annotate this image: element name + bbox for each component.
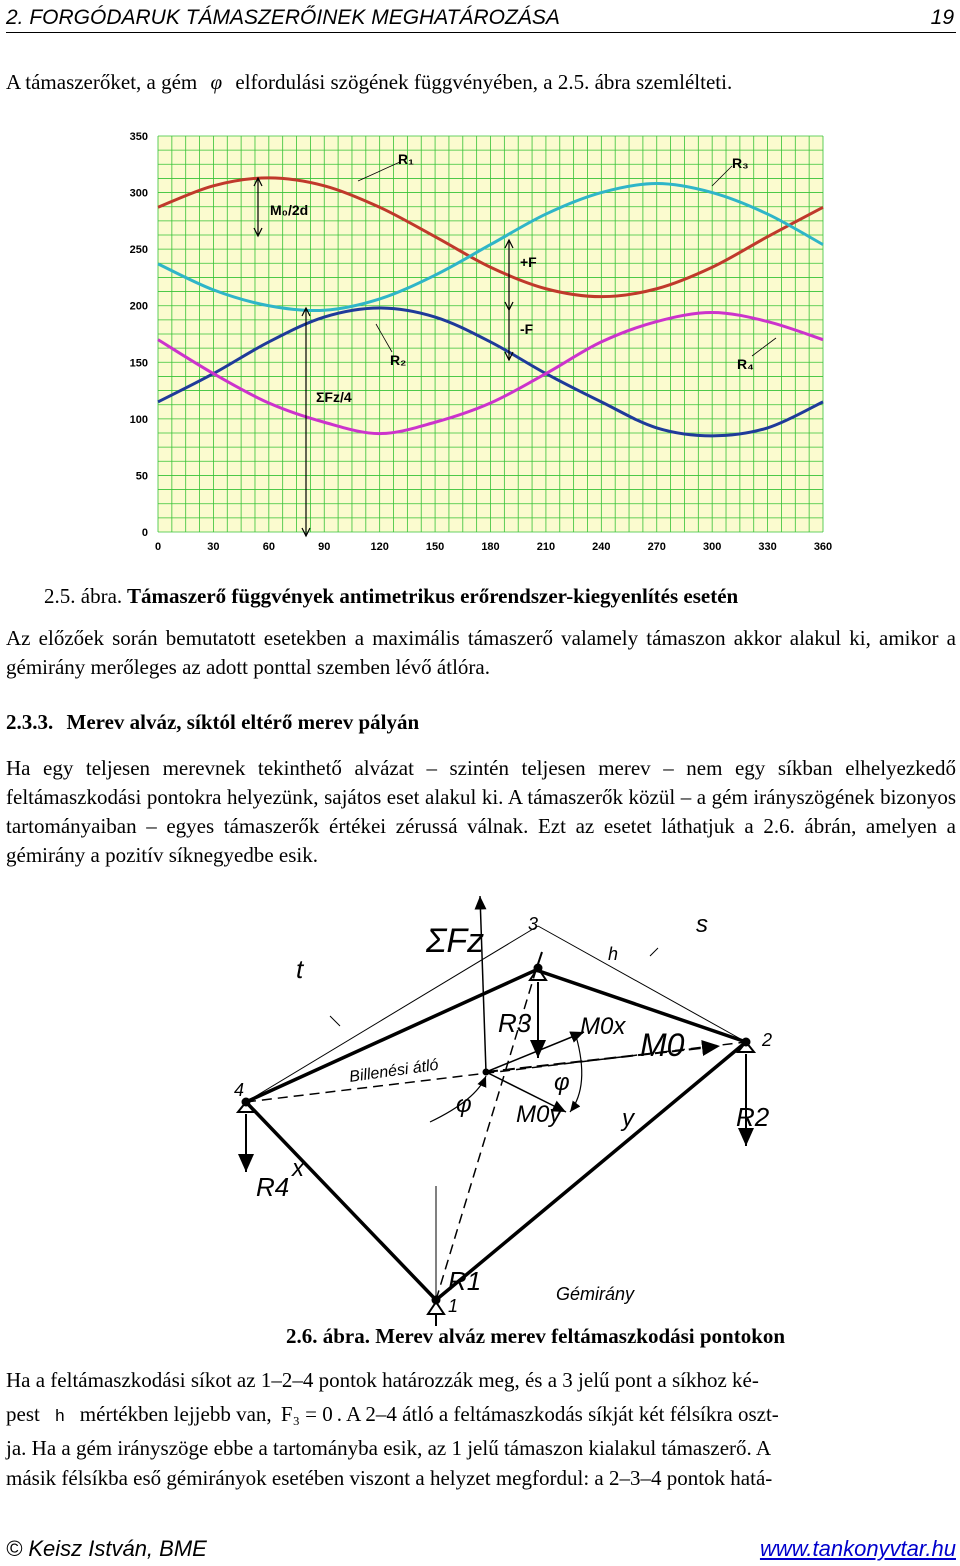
y-tick-label: 200 (129, 300, 148, 313)
chapter-title: 2. FORGÓDARUK TÁMASZERŐINEK MEGHATÁROZÁSA (6, 6, 560, 29)
label-r2: R₂ (390, 352, 407, 368)
point-4-label: 4 (234, 1080, 245, 1100)
y-tick-label: 250 (129, 244, 148, 257)
x-tick-label: 60 (262, 541, 275, 553)
y-tick-label: 50 (135, 470, 148, 483)
section-title: Merev alváz, síktól eltérő merev pályán (66, 710, 420, 734)
body3-line3: ja. Ha a gém irányszöge ebbe a tartományba esik, az 1 jelű támaszon kialakul támaszerő. A (6, 1436, 772, 1460)
s-dimension-line (538, 926, 746, 1042)
body3-line2-c: . A 2–4 átló a feltámaszkodás síkját két félsíkra oszt- (336, 1402, 779, 1426)
y-tick-label: 0 (141, 527, 148, 539)
figure-2-5-caption (44, 584, 738, 609)
body3-line2-a: pest (6, 1402, 40, 1426)
body3-line4: másik félsíkba eső gémirányok esetében viszont a helyzet megfordul: a 2–3–4 pontok hatá- (6, 1466, 773, 1490)
caption-text: Támaszerő függvények antimetrikus erőrendszer-kiegyenlítés esetén (127, 584, 739, 608)
x-tick-label: 180 (481, 541, 500, 553)
h-symbol: h (55, 1406, 65, 1425)
x-axis-label: x (292, 1155, 304, 1182)
label-m0-2d: M₀/2d (270, 202, 309, 218)
y-axis-label: y (622, 1105, 634, 1132)
x-tick-label: 360 (813, 541, 833, 553)
m0-label: M0 (640, 1027, 685, 1063)
caption-number: 2.5. ábra. (44, 584, 123, 608)
support-1 (428, 1302, 444, 1326)
running-header (6, 4, 956, 34)
intro-paragraph (6, 70, 732, 95)
footer-url[interactable] (760, 1536, 956, 1562)
phi-symbol: φ (210, 70, 223, 94)
label-r3: R₃ (732, 155, 749, 171)
y-tick-label: 300 (129, 187, 148, 200)
footer-author: © Keisz István, BME (6, 1536, 207, 1561)
m0x-vector (486, 1032, 584, 1072)
point-2-label: 2 (762, 1030, 773, 1050)
support-4 (238, 1102, 254, 1172)
x-tick-label: 240 (592, 541, 611, 553)
point-3-label: 3 (528, 914, 539, 934)
label-minus-f: -F (520, 321, 534, 337)
point-1-label: 1 (448, 1296, 459, 1316)
footer-url-link[interactable]: www.tankonyvtar.hu (759, 1536, 956, 1561)
figure-2-6-caption: 2.6. ábra. Merev alváz merev feltámaszkodási pontokon (286, 1324, 786, 1348)
body3-line2 (6, 1402, 779, 1427)
label-sum-fz-4: ΣFz/4 (316, 389, 352, 405)
phi-arc-right (570, 1036, 582, 1112)
r4-label: R4 (256, 1172, 290, 1202)
x-tick-label: 90 (318, 541, 331, 553)
support-3 (530, 968, 546, 1058)
x-tick-label: 270 (647, 541, 666, 553)
body3-line1: Ha a feltámaszkodási síkot az 1–2–4 pontok határozzák meg, és a 3 jelű pont a síkhoz ké- (6, 1368, 759, 1392)
phi-label-left: φ (456, 1091, 472, 1118)
y-tick-label: 150 (129, 357, 148, 370)
phi-label-right: φ (554, 1069, 570, 1096)
label-r4: R₄ (737, 356, 754, 372)
r1-label: R1 (448, 1266, 482, 1296)
header-rule (6, 32, 956, 33)
boom-direction-label: Gémirány (556, 1284, 635, 1304)
f3-equation: F₃ = 0 (280, 1402, 333, 1426)
x-tick-label: 30 (207, 541, 220, 553)
x-tick-label: 120 (370, 541, 389, 553)
intro-text-a: A támaszerőket, a gém (6, 70, 198, 94)
x-tick-label: 330 (758, 541, 777, 553)
label-r1: R₁ (398, 151, 414, 167)
paragraph-max-support: Az előzőek során bemutatott esetekben a maximális támaszerő valamely támaszon akkor alakul ki, amikor a gémirány merőleges az adott ponttal szemben lévő átlóra. (6, 626, 956, 679)
t-label: t (296, 954, 304, 984)
tilt-diagonal-label: Billenési átló (348, 1056, 440, 1086)
x-tick-label: 150 (425, 541, 445, 553)
x-tick-label: 300 (702, 541, 722, 553)
intro-text-b: elfordulási szögének függvényében, a 2.5. ábra szemlélteti. (235, 70, 733, 94)
body3-line2-b: mértékben lejjebb van, (79, 1402, 272, 1426)
page-number: 19 (930, 6, 954, 29)
label-plus-f: +F (520, 254, 537, 270)
frame-outline (246, 970, 746, 1300)
r3-label: R3 (498, 1008, 532, 1038)
paragraph-rigid-frame: Ha egy teljesen merevnek tekinthető alvázat – szintén teljesen merev – nem egy síkban elhelyezkedő feltámaszkodási pontokra helyezünk, sajátos eset alakul ki. A támaszerők közül – a gém irányszögének bizonyos tartományaiban – egyes támaszerők értékei zérussá válnak. Ezt az esetet láthatjuk a 2.6. ábrán, amelyen a gémirány a pozitív síknegyedbe esik. (6, 756, 956, 867)
m0x-label: M0x (580, 1013, 626, 1040)
s-label: s (696, 911, 708, 938)
support-force-chart (120, 124, 850, 564)
y-tick-label: 350 (129, 131, 148, 143)
r2-label: R2 (736, 1102, 770, 1132)
rigid-frame-diagram (180, 886, 820, 1326)
y-tick-label: 100 (129, 413, 148, 426)
h-label: h (608, 944, 619, 964)
m0y-label: M0y (516, 1101, 562, 1128)
x-tick-label: 0 (154, 541, 162, 553)
section-heading (6, 710, 419, 735)
sum-fz-label: ΣFz (426, 922, 485, 960)
section-number: 2.3.3. (6, 710, 54, 734)
x-tick-label: 210 (536, 541, 556, 553)
